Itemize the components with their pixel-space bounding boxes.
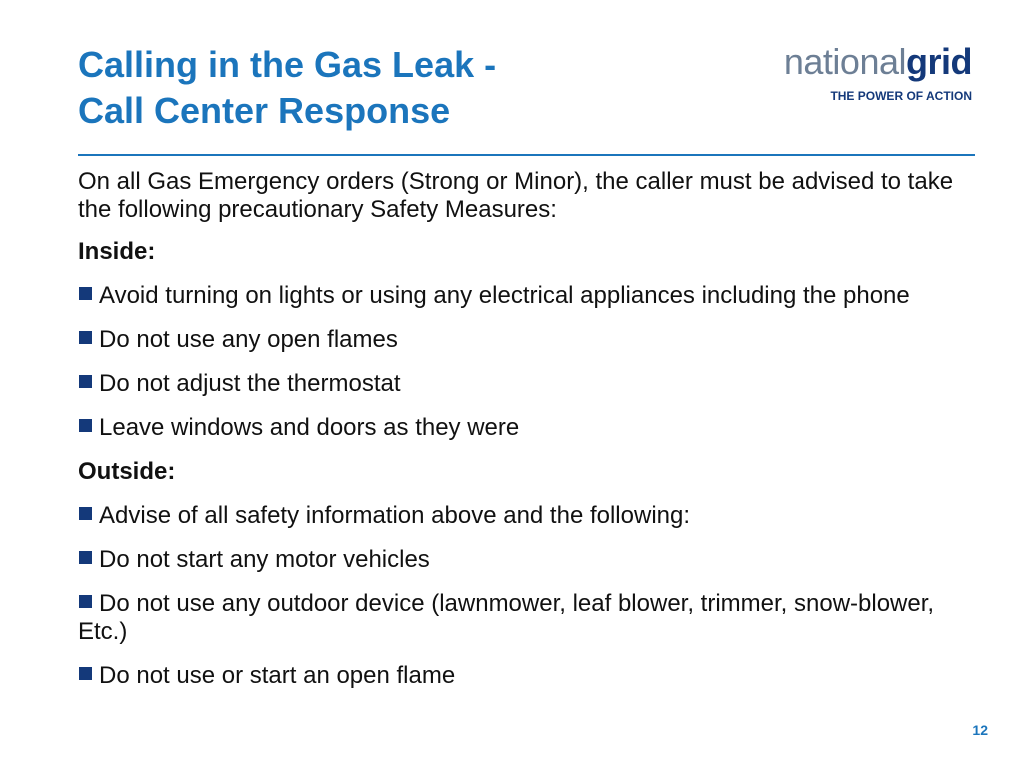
bullet-item [78, 414, 958, 442]
bullet-text: Do not start any motor vehicles [99, 546, 430, 573]
square-bullet-icon [79, 375, 92, 388]
title-line-2: Call Center Response [78, 90, 451, 131]
page-number: 12 [972, 722, 988, 738]
square-bullet-icon [79, 595, 92, 608]
bullet-text: Do not use any outdoor device (lawnmower, leaf blower, trimmer, snow-blower, Etc.) [78, 590, 935, 645]
bullet-text: Do not adjust the thermostat [99, 370, 401, 397]
square-bullet-icon [79, 667, 92, 680]
logo-wordmark [784, 42, 972, 82]
square-bullet-icon [79, 551, 92, 564]
bullet-item [78, 662, 958, 690]
slide-title [78, 42, 496, 134]
national-grid-logo [784, 42, 972, 104]
outside-heading: Outside: [78, 458, 176, 485]
inside-heading: Inside: [78, 238, 156, 265]
logo-word-national: national [783, 41, 906, 82]
bullet-item [78, 370, 958, 398]
title-line-1: Calling in the Gas Leak - [78, 44, 497, 85]
square-bullet-icon [79, 287, 92, 300]
bullet-text: Advise of all safety information above and the following: [99, 502, 691, 529]
bullet-item [78, 282, 958, 310]
bullet-text: Avoid turning on lights or using any electrical appliances including the phone [99, 282, 910, 309]
title-divider [78, 154, 975, 156]
square-bullet-icon [79, 419, 92, 432]
bullet-item [78, 326, 958, 354]
intro-paragraph: On all Gas Emergency orders (Strong or Minor), the caller must be advised to take the following precautionary Safety Measures: [78, 168, 954, 223]
logo-word-grid: grid [906, 41, 972, 82]
bullet-text: Leave windows and doors as they were [99, 414, 520, 441]
logo-tagline: THE POWER OF ACTION [830, 89, 972, 103]
bullet-item [78, 546, 958, 574]
square-bullet-icon [79, 507, 92, 520]
bullet-item [78, 502, 958, 530]
bullet-text: Do not use any open flames [99, 326, 398, 353]
slide-body [78, 168, 958, 706]
square-bullet-icon [79, 331, 92, 344]
bullet-text: Do not use or start an open flame [99, 662, 456, 689]
bullet-item [78, 590, 958, 646]
